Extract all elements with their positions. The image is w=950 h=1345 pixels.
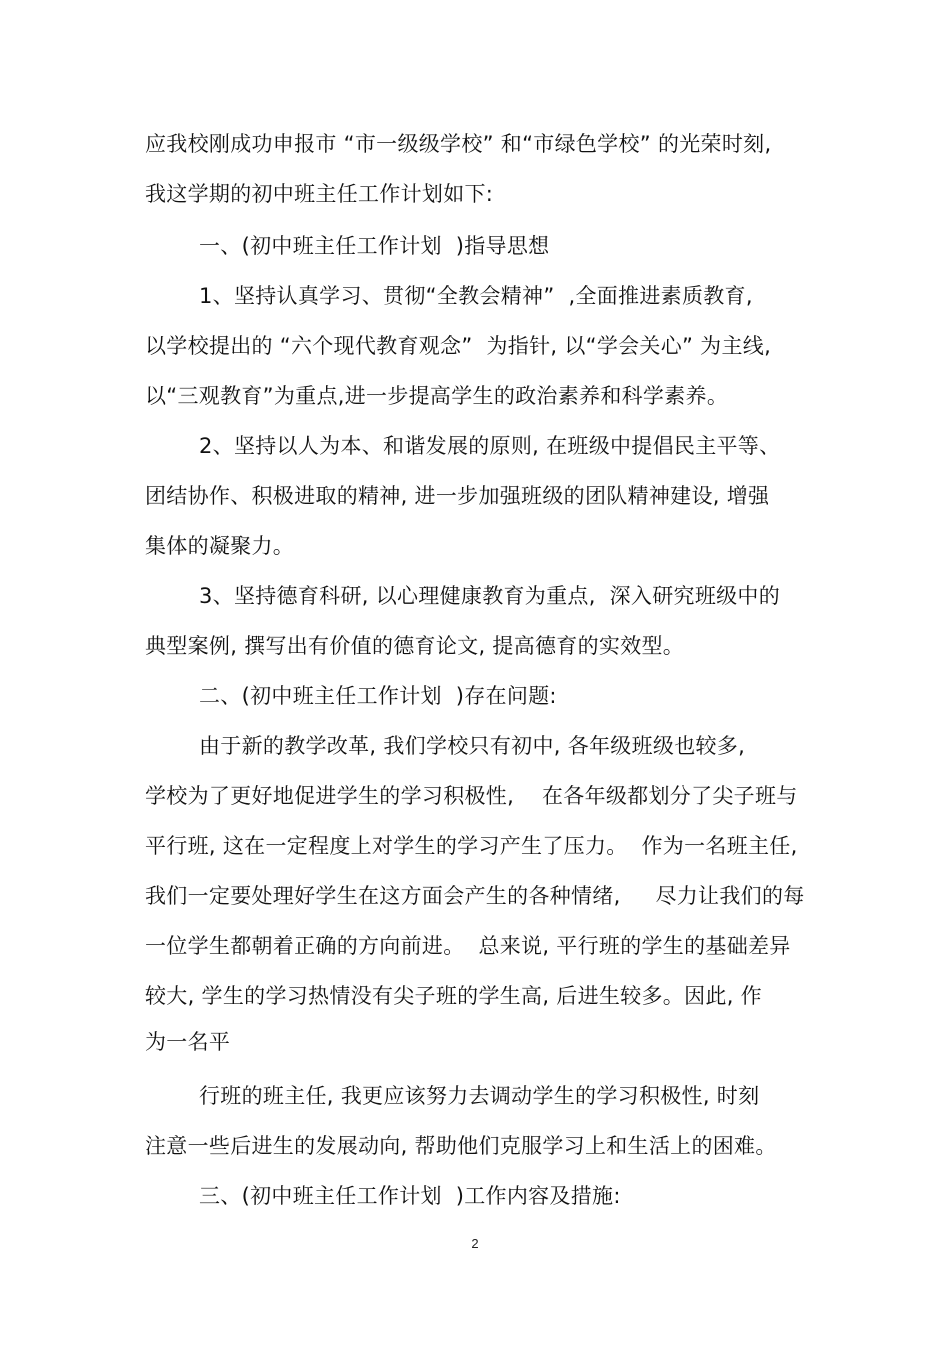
paragraph-line: 以学校提出的 “六个现代教育观念” 为指针, 以“学会关心” 为主线, <box>145 334 772 358</box>
page-number: 2 <box>471 1236 479 1251</box>
section-heading: 一、(初中班主任工作计划 )指导思想 <box>199 234 550 258</box>
paragraph-line: 以“三观教育”为重点,进一步提高学生的政治素养和科学素养。 <box>145 384 729 408</box>
paragraph-line: 我们一定要处理好学生在这方面会产生的各种情绪, 尽力让我们的每 <box>145 884 805 908</box>
paragraph-line: 学校为了更好地促进学生的学习积极性, 在各年级都划分了尖子班与 <box>145 784 798 808</box>
paragraph-line: 平行班, 这在一定程度上对学生的学习产生了压力。 作为一名班主任, <box>145 834 798 858</box>
paragraph-line: 一位学生都朝着正确的方向前进。 总来说, 平行班的学生的基础差异 <box>145 934 791 958</box>
paragraph-line: 由于新的教学改革, 我们学校只有初中, 各年级班级也较多, <box>199 734 746 758</box>
paragraph-line: 我这学期的初中班主任工作计划如下: <box>145 182 494 206</box>
paragraph-line: 集体的凝聚力。 <box>145 534 295 558</box>
section-heading: 三、(初中班主任工作计划 )工作内容及措施: <box>199 1184 621 1208</box>
paragraph-line: 团结协作、积极进取的精神, 进一步加强班级的团队精神建设, 增强 <box>145 484 770 508</box>
paragraph-line: 典型案例, 撰写出有价值的德育论文, 提高德育的实效型。 <box>145 634 685 658</box>
paragraph-line: 3、坚持德育科研, 以心理健康教育为重点, 深入研究班级中的 <box>199 584 781 608</box>
paragraph-line: 较大, 学生的学习热情没有尖子班的学生高, 后进生较多。因此, 作 <box>145 984 762 1008</box>
paragraph-line: 应我校刚成功申报市 “市一级级学校” 和“市绿色学校” 的光荣时刻, <box>145 132 772 156</box>
paragraph-line: 2、坚持以人为本、和谐发展的原则, 在班级中提倡民主平等、 <box>199 434 781 458</box>
paragraph-line: 为一名平 <box>145 1030 231 1054</box>
paragraph-line: 注意一些后进生的发展动向, 帮助他们克服学习上和生活上的困难。 <box>145 1134 777 1158</box>
section-heading: 二、(初中班主任工作计划 )存在问题: <box>199 684 557 708</box>
paragraph-line: 行班的班主任, 我更应该努力去调动学生的学习积极性, 时刻 <box>199 1084 760 1108</box>
paragraph-line: 1、坚持认真学习、贯彻“全教会精神” ,全面推进素质教育, <box>199 284 753 308</box>
